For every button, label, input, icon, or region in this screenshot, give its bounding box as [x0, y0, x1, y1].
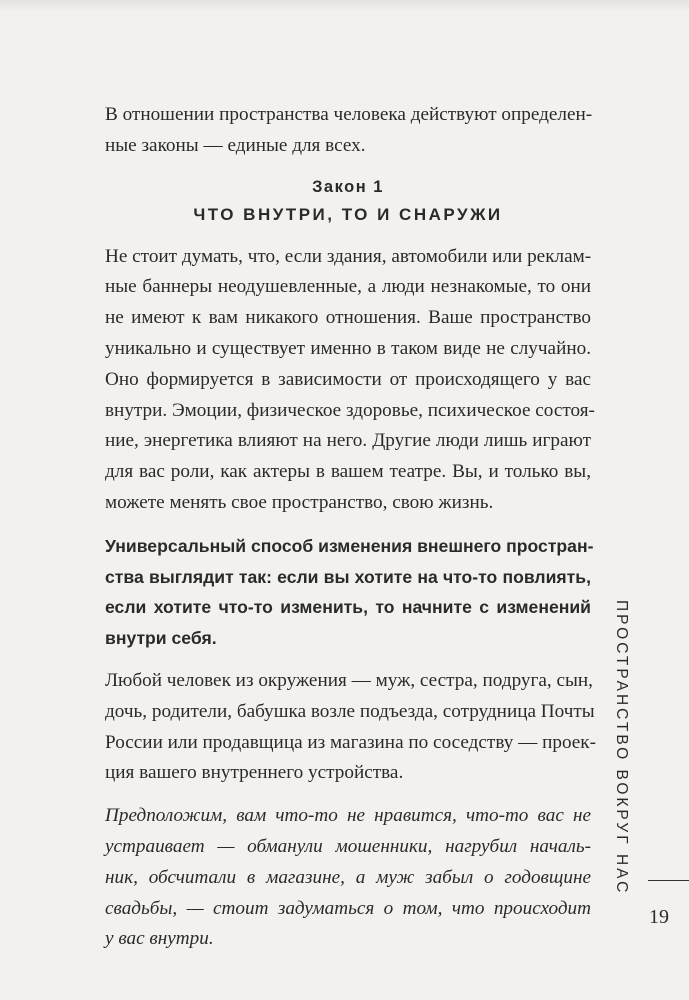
law-title: ЧТО ВНУТРИ, ТО И СНАРУЖИ — [193, 204, 503, 224]
text-line: для вас роли, как актеры в вашем театре. Вы, и только вы, — [105, 461, 591, 483]
folio-rule — [648, 880, 689, 881]
text-line: России или продавщица из магазина по соседству — проек- — [105, 731, 597, 753]
text-line: устраивает — обманули мошенники, нагрубил началь- — [105, 835, 591, 857]
paragraph-1 — [105, 242, 595, 519]
text-line: ные законы — единые для всех. — [105, 134, 366, 156]
text-line: свадьбы, — стоит задуматься о том, что происходит — [105, 897, 591, 919]
paragraph-3 — [105, 666, 597, 789]
paragraph-2-bold — [105, 531, 594, 654]
text-line: дочь, родители, бабушка возле подъезда, сотрудница Почты — [105, 700, 595, 722]
text-line: ник, обсчитали в магазине, а муж забыл о годовщине — [105, 866, 591, 888]
paragraph-4-italic — [105, 801, 591, 955]
text-line: В отношении пространства человека действуют определен- — [105, 104, 593, 125]
section-heading — [105, 174, 591, 228]
text-line: внутри себя. — [105, 628, 217, 649]
text-line: уникально и существует именно в таком виде не случайно. — [105, 337, 591, 359]
law-number: Закон 1 — [312, 177, 384, 196]
text-line: ства выглядит так: если вы хотите на что-то повлиять, — [105, 566, 591, 587]
text-line: Любой человек из окружения — муж, сестра, подруга, сын, — [105, 669, 593, 691]
text-line: внутри. Эмоции, физическое здоровье, психическое состоя- — [105, 399, 595, 421]
text-line: ция вашего внутреннего устройства. — [105, 762, 404, 784]
text-line: ные баннеры неодушевленные, а люди незнакомые, то они — [105, 276, 591, 298]
text-line: Предположим, вам что-то не нравится, что-то вас не — [105, 805, 591, 827]
text-line: Оно формируется в зависимости от происходящего у вас — [105, 368, 591, 390]
page-number: 19 — [649, 906, 669, 928]
text-line: ние, энергетика влияют на него. Другие люди лишь играют — [105, 430, 591, 452]
running-head: ПРОСТРАНСТВО ВОКРУГ НАС — [613, 600, 630, 896]
text-line: Не стоит думать, что, если здания, автомобили или реклам- — [105, 245, 592, 267]
page-top-edge — [0, 0, 689, 12]
text-line: можете менять свое пространство, свою жизнь. — [105, 491, 494, 513]
text-line: у вас внутри. — [105, 928, 214, 950]
intro-paragraph — [105, 100, 591, 162]
text-line: если хотите что-то изменить, то начните с изменений — [105, 597, 591, 618]
text-line: Универсальный способ изменения внешнего простран- — [105, 535, 594, 556]
text-block — [105, 100, 597, 967]
text-line: не имеют к вам никакого отношения. Ваше пространство — [105, 307, 591, 329]
